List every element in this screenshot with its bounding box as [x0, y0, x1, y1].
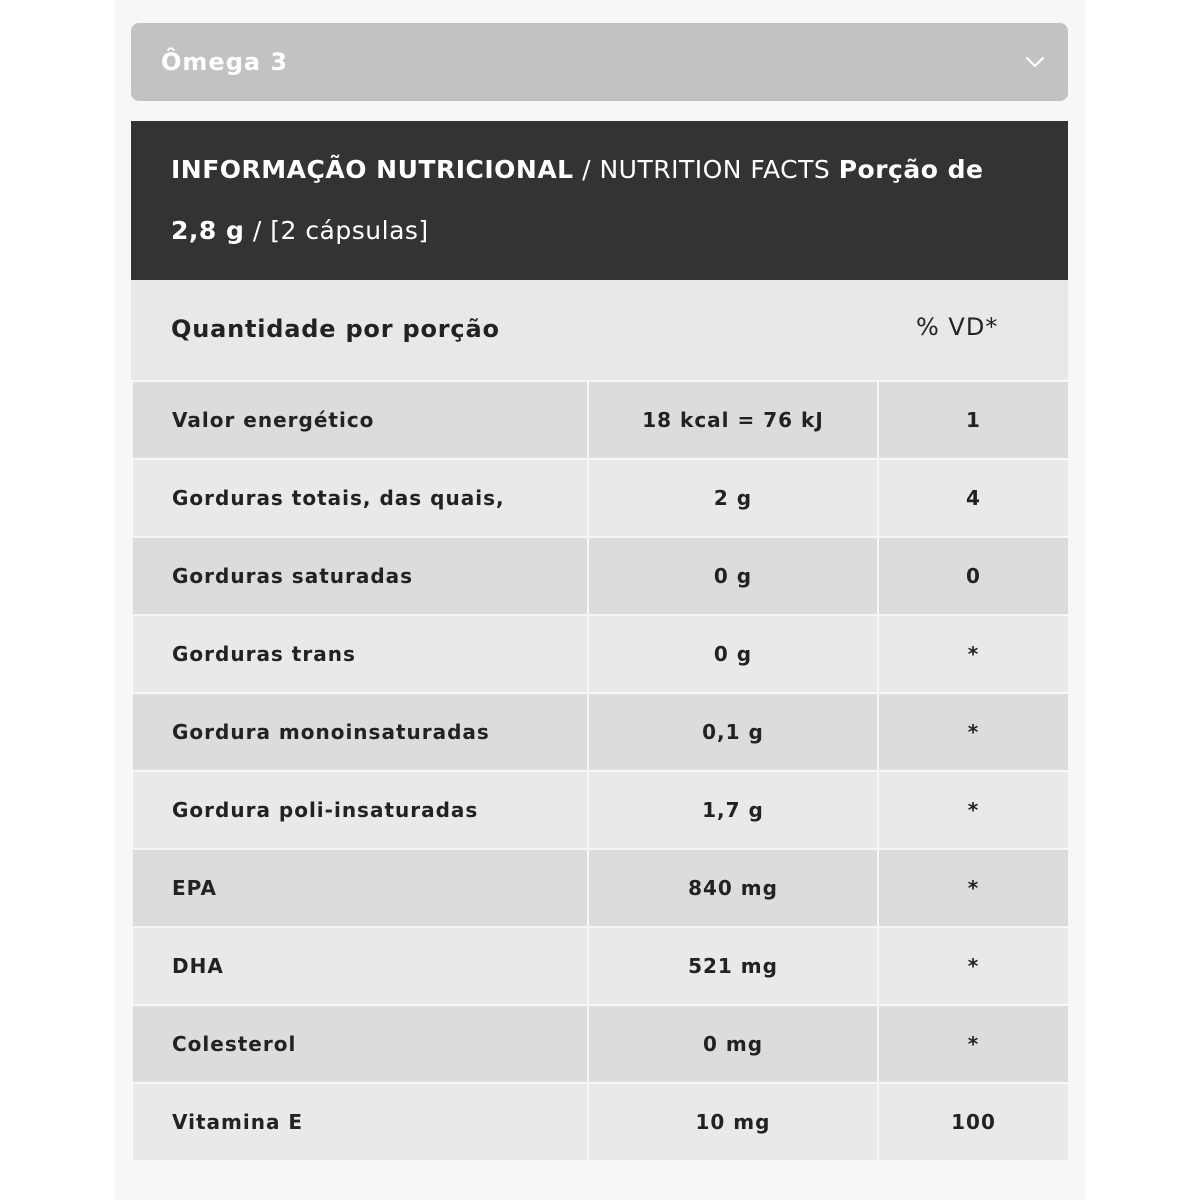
- nutrient-daily-value: *: [878, 693, 1069, 771]
- nutrient-daily-value: *: [878, 1005, 1069, 1083]
- table-row: [132, 771, 1069, 849]
- nutrient-daily-value: 0: [878, 537, 1069, 615]
- nutrient-name: Vitamina E: [132, 1083, 588, 1161]
- nutrient-amount: 0 g: [588, 615, 878, 693]
- nutrient-amount: 18 kcal = 76 kJ: [588, 381, 878, 459]
- nutrient-daily-value: *: [878, 927, 1069, 1005]
- header-title-en: / NUTRITION FACTS: [573, 155, 839, 184]
- table-row: [132, 849, 1069, 927]
- nutrient-amount: 0,1 g: [588, 693, 878, 771]
- table-subheader: [131, 280, 1068, 380]
- dropdown-label: Ômega 3: [161, 48, 289, 76]
- nutrition-header: [131, 121, 1068, 280]
- nutrient-name: Gorduras totais, das quais,: [132, 459, 588, 537]
- table-row: [132, 615, 1069, 693]
- nutrient-daily-value: *: [878, 615, 1069, 693]
- nutrient-daily-value: 4: [878, 459, 1069, 537]
- nutrient-name: Gorduras saturadas: [132, 537, 588, 615]
- nutrient-amount: 1,7 g: [588, 771, 878, 849]
- nutrient-amount: 2 g: [588, 459, 878, 537]
- nutrient-amount: 0 g: [588, 537, 878, 615]
- header-portion-capsules: / [2 cápsulas]: [244, 216, 429, 245]
- nutrient-daily-value: 100: [878, 1083, 1069, 1161]
- header-portion: Porção de 2,8 g: [171, 155, 984, 245]
- table-row: [132, 459, 1069, 537]
- nutrient-name: Valor energético: [132, 381, 588, 459]
- nutrient-amount: 840 mg: [588, 849, 878, 927]
- nutrient-daily-value: *: [878, 771, 1069, 849]
- nutrient-name: Gordura poli-insaturadas: [132, 771, 588, 849]
- nutrient-amount: 0 mg: [588, 1005, 878, 1083]
- table-row: [132, 381, 1069, 459]
- nutrient-amount: 521 mg: [588, 927, 878, 1005]
- nutrient-amount: 10 mg: [588, 1083, 878, 1161]
- nutrition-table: [131, 380, 1070, 1162]
- table-row: [132, 1083, 1069, 1161]
- daily-value-label: % VD*: [916, 313, 999, 341]
- nutrient-name: Colesterol: [132, 1005, 588, 1083]
- header-title: INFORMAÇÃO NUTRICIONAL: [171, 155, 574, 184]
- nutrient-daily-value: *: [878, 849, 1069, 927]
- nutrient-name: Gordura monoinsaturadas: [132, 693, 588, 771]
- nutrient-name: EPA: [132, 849, 588, 927]
- nutrient-name: Gorduras trans: [132, 615, 588, 693]
- table-row: [132, 927, 1069, 1005]
- table-row: [132, 1005, 1069, 1083]
- nutrient-name: DHA: [132, 927, 588, 1005]
- quantity-per-portion-label: Quantidade por porção: [171, 315, 500, 343]
- table-row: [132, 537, 1069, 615]
- nutrient-daily-value: 1: [878, 381, 1069, 459]
- product-dropdown[interactable]: [131, 23, 1068, 101]
- table-row: [132, 693, 1069, 771]
- chevron-down-icon: [1024, 51, 1046, 73]
